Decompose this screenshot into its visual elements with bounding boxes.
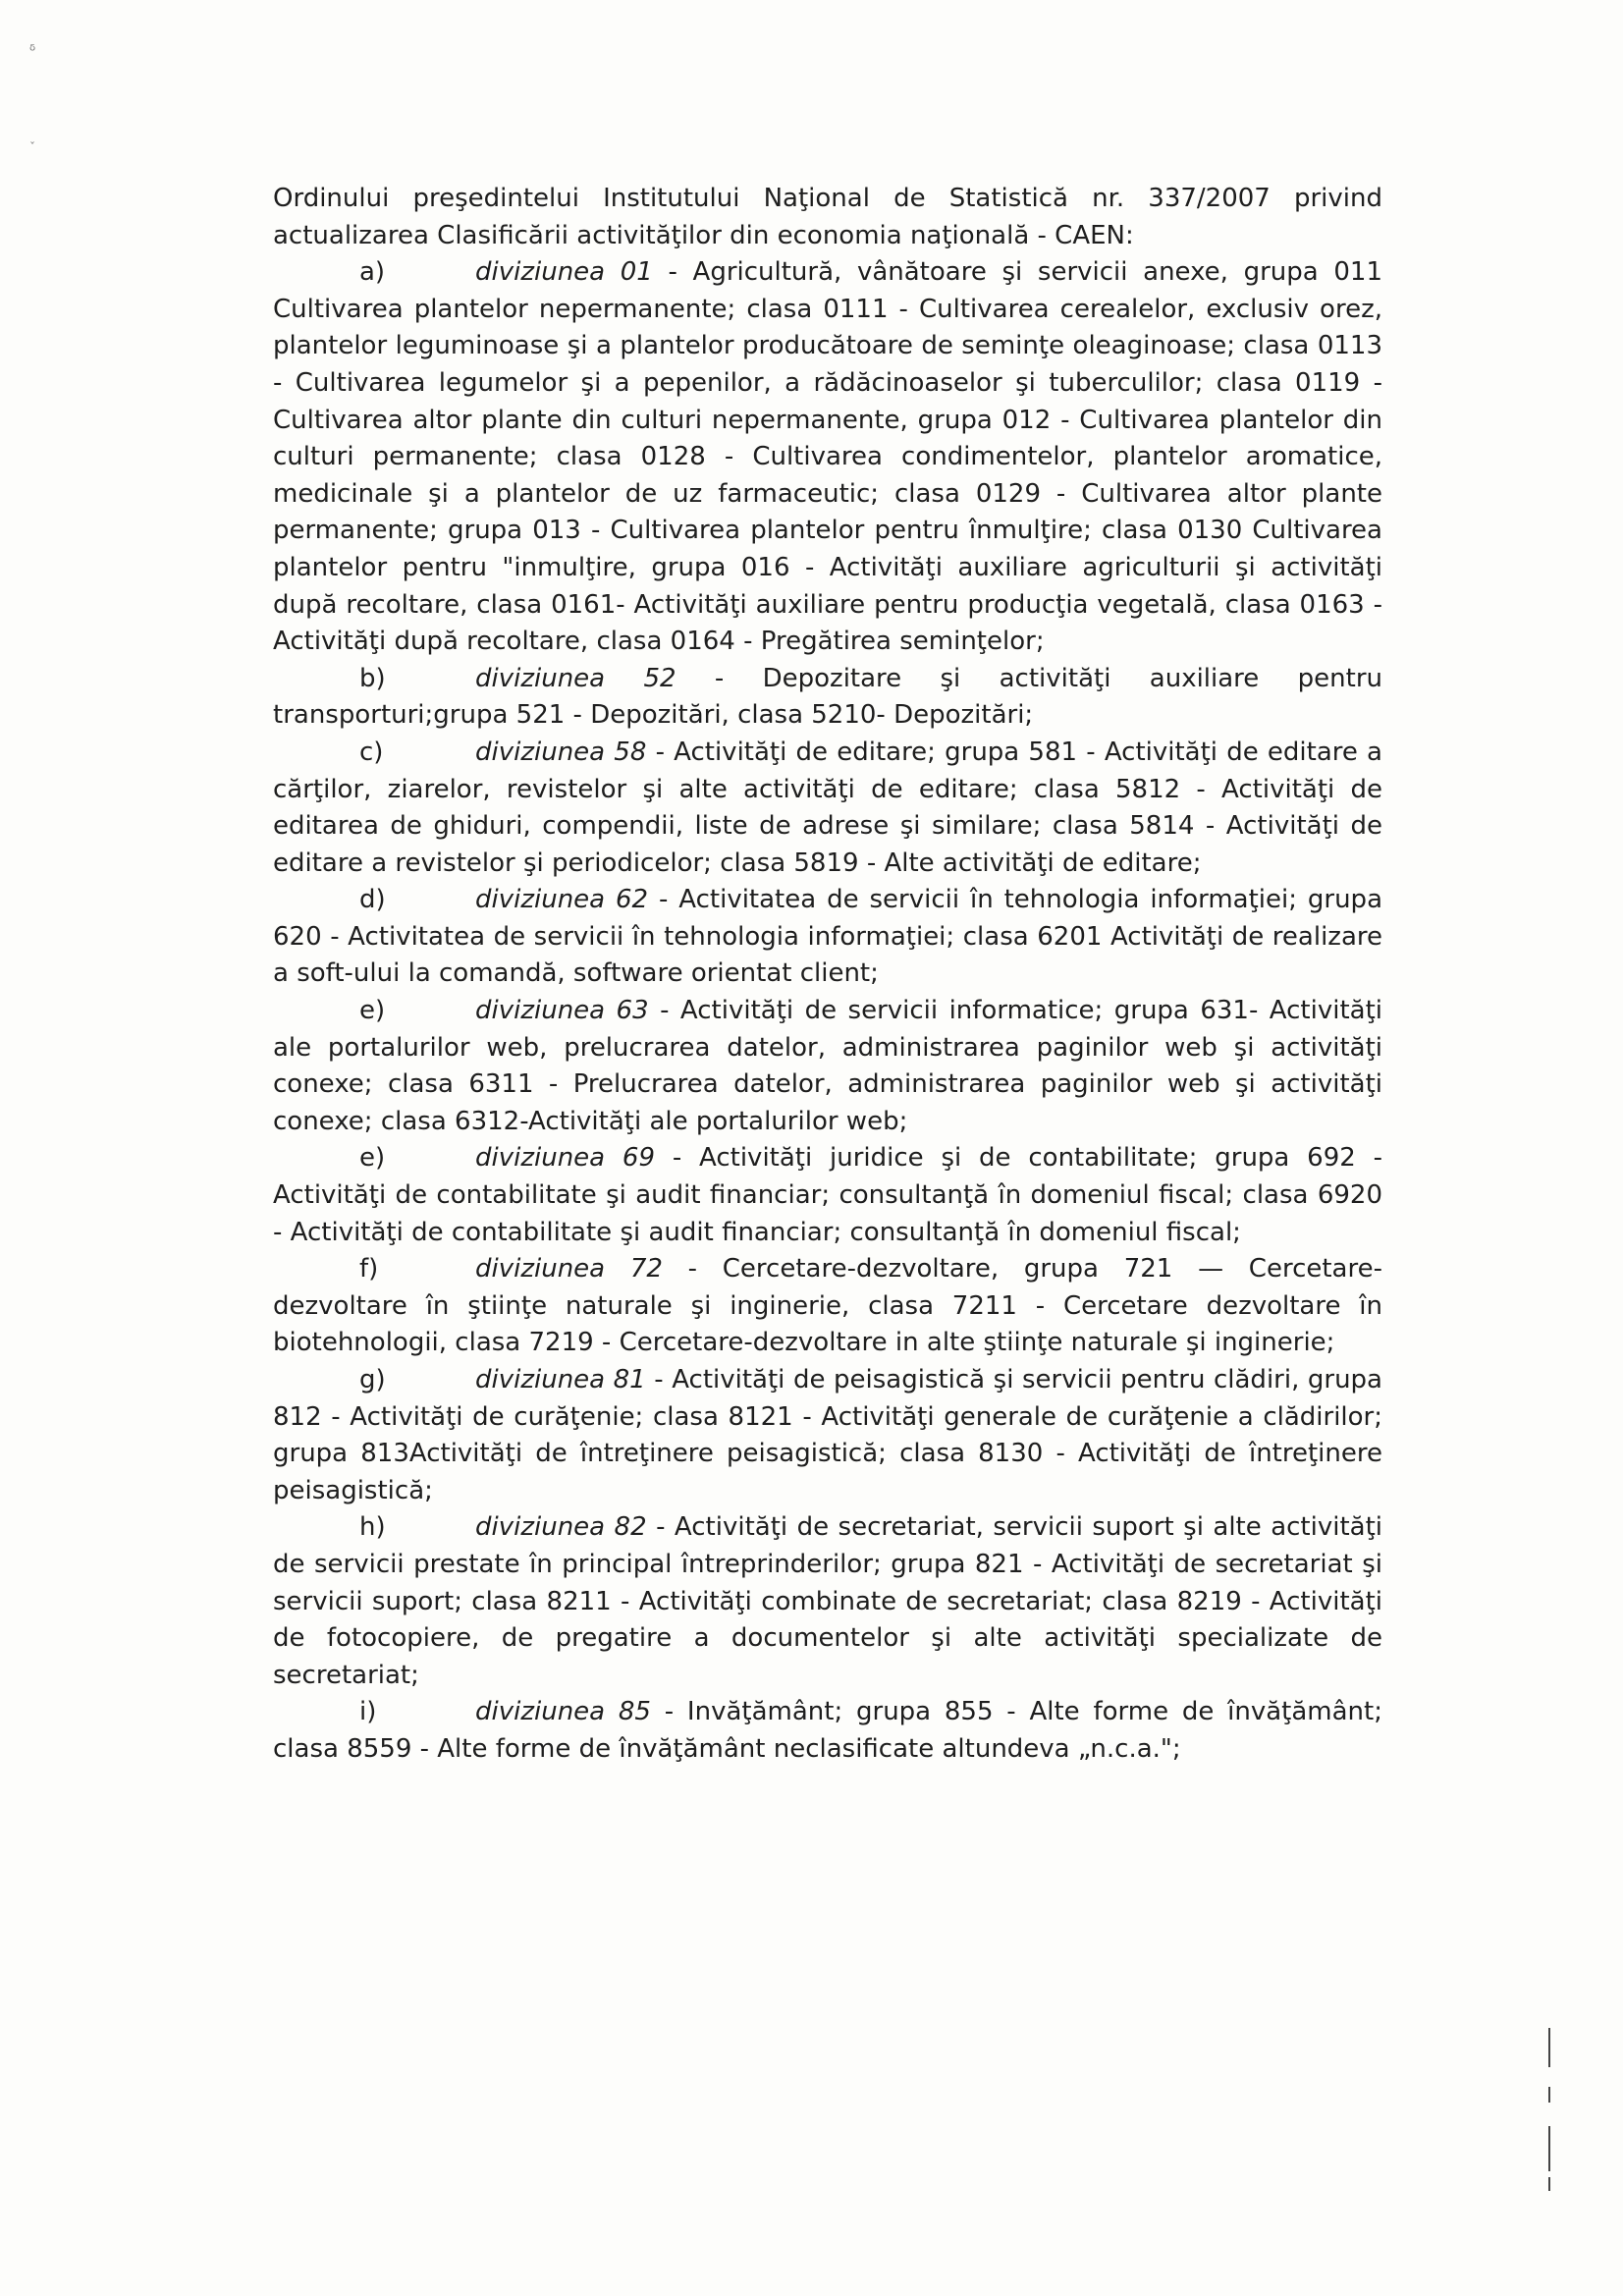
document-body bbox=[273, 181, 1382, 1769]
item-label: f) bbox=[359, 1254, 379, 1285]
division-name: diviziunea 72 bbox=[475, 1254, 663, 1285]
item-label: b) bbox=[359, 663, 386, 693]
list-item bbox=[273, 661, 1382, 735]
margin-stroke bbox=[1548, 2177, 1550, 2191]
division-name: diviziunea 58 bbox=[475, 737, 647, 767]
item-text: - Invăţământ; grupa 855 - Alte forme de învăţământ; clasa 8559 - Alte forme de învăţământ neclasificate altundeva „n.c.a."; bbox=[273, 1697, 1382, 1764]
list-item bbox=[273, 1140, 1382, 1251]
division-name: diviziunea 85 bbox=[475, 1697, 651, 1727]
scan-artifact: ᵟ bbox=[29, 41, 36, 60]
item-text: - Activitatea de servicii în tehnologia informaţiei; grupa 620 - Activitatea de servicii în tehnologia informaţiei; clasa 6201 Activităţi de realizare a soft-ului la comandă, software orientat client; bbox=[273, 885, 1382, 989]
item-text: - Activităţi de editare; grupa 581 - Activităţi de editare a cărţilor, ziarelor, revistelor şi alte activităţi de editare; clasa 5812 - Activităţi de editarea de ghiduri, compendii, liste de adrese şi similare; clasa 5814 - Activităţi de editare a revistelor şi periodicelor; clasa 5819 - Alte activităţi de editare; bbox=[273, 737, 1382, 878]
list-item bbox=[273, 1509, 1382, 1694]
division-name: diviziunea 82 bbox=[475, 1512, 647, 1543]
item-label: d) bbox=[359, 885, 386, 915]
intro-paragraph: Ordinului preşedintelui Institutului Naţional de Statistică nr. 337/2007 privind actualizarea Clasificării activităţilor din economia naţională - CAEN: bbox=[273, 184, 1382, 250]
margin-stroke bbox=[1548, 2028, 1550, 2067]
item-label: a) bbox=[359, 257, 386, 288]
margin-stroke bbox=[1548, 2087, 1550, 2103]
item-label: h) bbox=[359, 1512, 386, 1543]
division-name: diviziunea 52 bbox=[475, 663, 676, 693]
list-item bbox=[273, 735, 1382, 882]
division-name: diviziunea 63 bbox=[475, 996, 649, 1026]
item-text: - Activităţi de peisagistică şi servicii pentru clădiri, grupa 812 - Activităţi de curăţenie; clasa 8121 - Activităţi generale de curăţenie a clădirilor; grupa 813Activităţi de întreţinere peisagistică; clasa 8130 - Activităţi de întreţinere peisagistică; bbox=[273, 1365, 1382, 1505]
list-item bbox=[273, 1362, 1382, 1509]
division-name: diviziunea 01 bbox=[475, 257, 653, 288]
division-name: diviziunea 69 bbox=[475, 1143, 655, 1174]
margin-marks bbox=[1548, 2028, 1554, 2195]
margin-stroke bbox=[1548, 2126, 1550, 2171]
item-text: - Agricultură, vânătoare şi servicii anexe, grupa 011 Cultivarea plantelor nepermanente; clasa 0111 - Cultivarea cerealelor, exclusiv orez, plantelor leguminoase şi a plantelor producătoare de seminţe oleaginoase; clasa 0113 - Cultivarea legumelor şi a pepenilor, a rădăcinoaselor şi tuberculilor; clasa 0119 - Cultivarea altor plante din culturi nepermanente, grupa 012 - Cultivarea plantelor din culturi permanente; clasa 0128 - Cultivarea condimentelor, plantelor aromatice, medicinale şi a plantelor de uz farmaceutic; clasa 0129 - Cultivarea altor plante permanente; grupa 013 - Cultivarea plantelor pentru înmulţire; clasa 0130 Cultivarea plantelor pentru "inmulţire, grupa 016 - Activităţi auxiliare agriculturii şi activităţi după recoltare, clasa 0161- Activităţi auxiliare pentru producţia vegetală, clasa 0163 - Activităţi după recoltare, clasa 0164 - Pregătirea seminţelor; bbox=[273, 257, 1382, 657]
item-text: - Activităţi de secretariat, servicii suport şi alte activităţi de servicii prestate în principal întreprinderilor; grupa 821 - Activităţi de secretariat şi servicii suport; clasa 8211 - Activităţi combinate de secretariat; clasa 8219 - Activităţi de fotocopiere, de pregatire a documentelor şi alte activităţi specializate de secretariat; bbox=[273, 1512, 1382, 1690]
list-item bbox=[273, 1694, 1382, 1768]
item-text: - Cercetare-dezvoltare, grupa 721 — Cercetare-dezvoltare în ştiinţe naturale şi inginerie, clasa 7211 - Cercetare dezvoltare în biotehnologii, clasa 7219 - Cercetare-dezvoltare in alte ştiinţe naturale şi inginerie; bbox=[273, 1254, 1382, 1358]
division-name: diviziunea 81 bbox=[475, 1365, 646, 1394]
list-item bbox=[273, 882, 1382, 993]
item-text: - Activităţi juridice şi de contabilitate; grupa 692 - Activităţi de contabilitate şi audit financiar; consultanţă în domeniul fiscal; clasa 6920 - Activităţi de contabilitate şi audit financiar; consultanţă în domeniul fiscal; bbox=[273, 1143, 1382, 1247]
division-name: diviziunea 62 bbox=[475, 885, 649, 915]
item-label: e) bbox=[359, 1143, 386, 1174]
item-label: c) bbox=[359, 737, 384, 767]
item-label: e) bbox=[359, 996, 386, 1026]
list-item bbox=[273, 993, 1382, 1140]
item-label: g) bbox=[359, 1365, 386, 1394]
list-item bbox=[273, 1251, 1382, 1362]
list-item bbox=[273, 254, 1382, 661]
scan-artifact: ˇ bbox=[29, 140, 35, 154]
item-text: - Depozitare şi activităţi auxiliare pentru transporturi;grupa 521 - Depozitări, clasa 5210- Depozitări; bbox=[273, 663, 1382, 731]
item-text: - Activităţi de servicii informatice; grupa 631- Activităţi ale portalurilor web, prelucrarea datelor, administrarea paginilor web şi activităţi conexe; clasa 6311 - Prelucrarea datelor, administrarea paginilor web şi activităţi conexe; clasa 6312-Activităţi ale portalurilor web; bbox=[273, 996, 1382, 1136]
item-label: i) bbox=[359, 1697, 377, 1727]
